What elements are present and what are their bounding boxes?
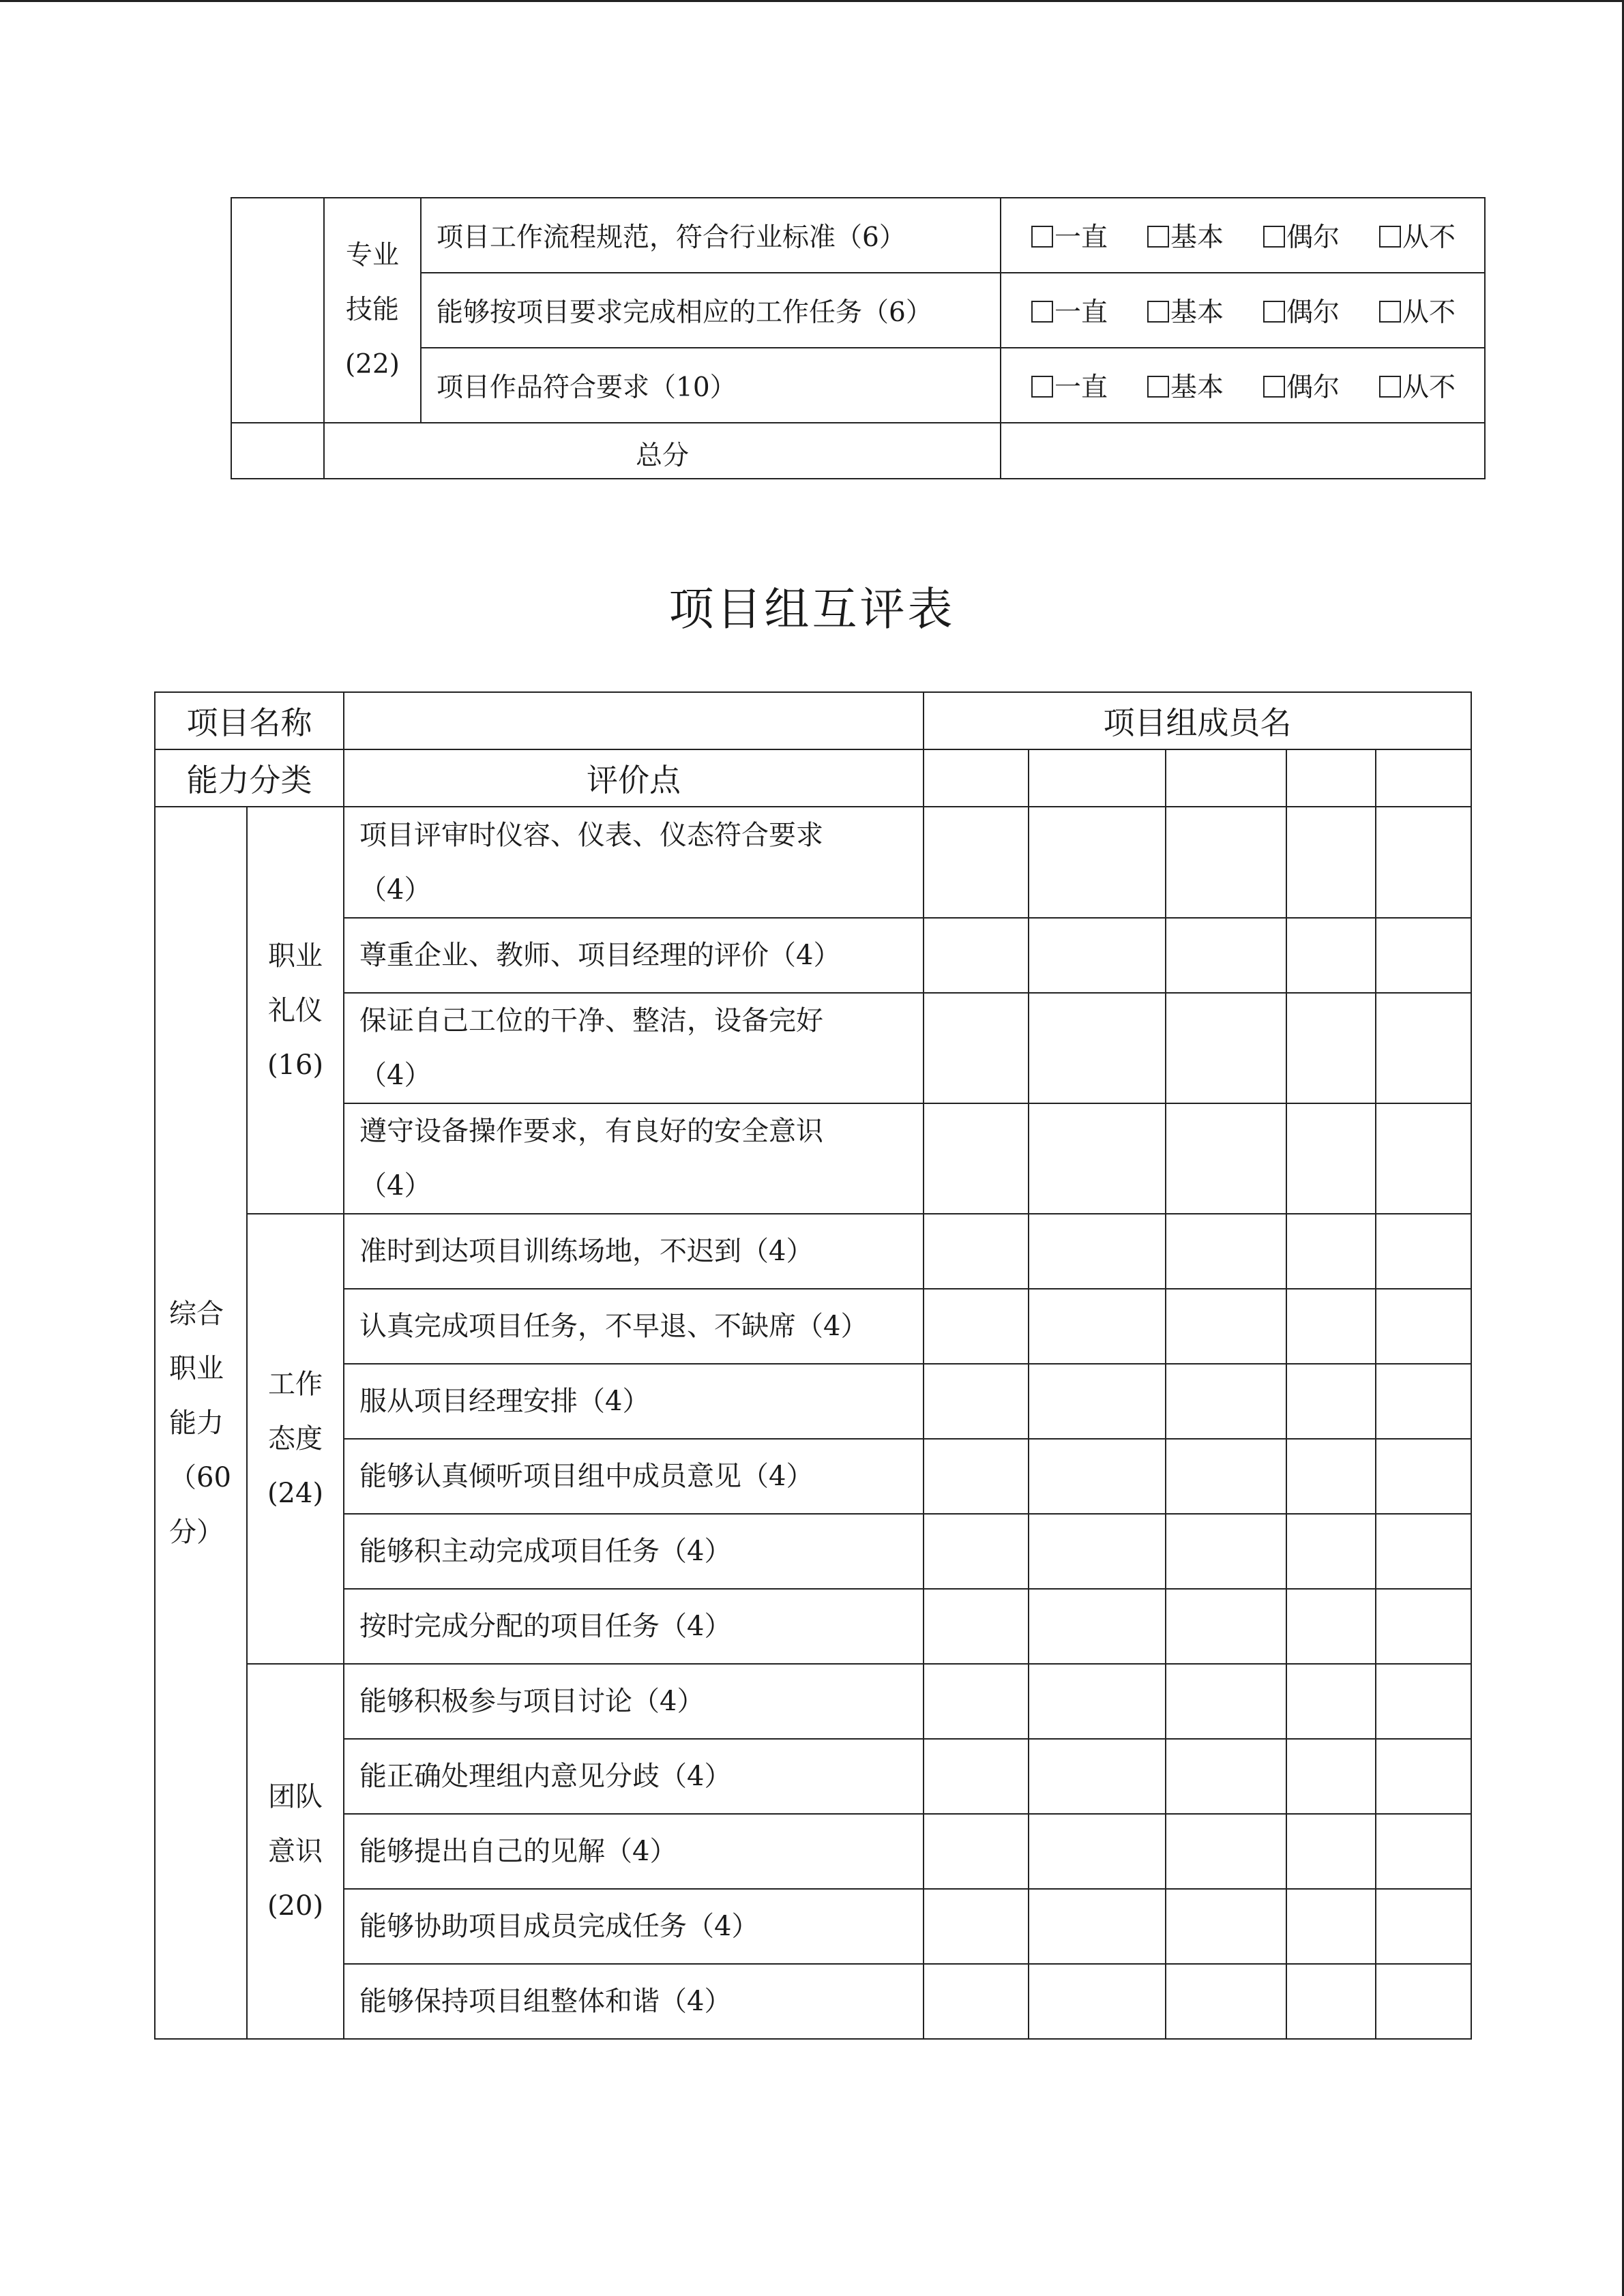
score-cell[interactable] (1376, 1514, 1471, 1589)
evaluation-item: 服从项目经理安排（4） (344, 1364, 924, 1439)
table-row (155, 807, 1471, 918)
option-occasionally-checkbox[interactable]: 偶尔 (1263, 366, 1340, 404)
score-cell[interactable] (1029, 993, 1166, 1103)
score-cell[interactable] (1029, 1664, 1166, 1739)
category-label-line: 分） (169, 1516, 224, 1548)
score-cell[interactable] (1376, 993, 1471, 1103)
score-cell[interactable] (1376, 1214, 1471, 1289)
score-cell[interactable] (1029, 1214, 1166, 1289)
table-row (155, 918, 1471, 993)
group-label-line: (24) (267, 1478, 324, 1509)
score-cell[interactable] (1286, 1814, 1376, 1889)
score-cell[interactable] (1376, 1103, 1471, 1214)
checkbox-icon (1263, 376, 1285, 398)
score-cell[interactable] (1286, 807, 1376, 918)
evaluation-item: 认真完成项目任务，不早退、不缺席（4） (344, 1289, 924, 1364)
category-label-line: 综合 (169, 1298, 224, 1330)
checkbox-icon (1147, 226, 1169, 248)
score-cell[interactable] (1029, 1364, 1166, 1439)
checkbox-icon (1147, 301, 1169, 323)
score-cell[interactable] (1376, 1739, 1471, 1814)
checkbox-icon (1031, 376, 1053, 398)
checkbox-icon (1379, 376, 1401, 398)
item-text: 项目工作流程规范，符合行业标准（6） (421, 198, 1001, 273)
member-name-field[interactable] (1166, 749, 1286, 807)
score-cell[interactable] (1376, 1289, 1471, 1364)
score-cell[interactable] (1166, 1103, 1286, 1214)
score-cell[interactable] (1029, 1889, 1166, 1964)
score-cell[interactable] (924, 1214, 1029, 1289)
group-label-line: 工作 (268, 1369, 323, 1400)
score-cell[interactable] (924, 1889, 1029, 1964)
project-name-label: 项目名称 (155, 692, 344, 749)
table-row (155, 1289, 1471, 1364)
score-cell[interactable] (1376, 807, 1471, 918)
table-row (155, 1889, 1471, 1964)
skills-evaluation-table (231, 197, 1486, 479)
score-cell[interactable] (1166, 1889, 1286, 1964)
score-cell[interactable] (1166, 1439, 1286, 1514)
score-cell[interactable] (1286, 1964, 1376, 2039)
score-cell[interactable] (1376, 918, 1471, 993)
score-cell[interactable] (1286, 993, 1376, 1103)
option-occasionally-checkbox[interactable]: 偶尔 (1263, 291, 1340, 329)
peer-review-table (154, 691, 1472, 2040)
score-cell[interactable] (1376, 1439, 1471, 1514)
main-category-comprehensive-ability (155, 807, 247, 2039)
group-team-awareness (247, 1664, 344, 2039)
score-cell[interactable] (1029, 918, 1166, 993)
evaluation-item: 准时到达项目训练场地，不迟到（4） (344, 1214, 924, 1289)
members-label: 项目组成员名 (924, 692, 1471, 749)
option-never-checkbox[interactable]: 从不 (1379, 291, 1456, 329)
group-work-attitude (247, 1214, 344, 1664)
score-cell[interactable] (1166, 1589, 1286, 1664)
score-cell[interactable] (1166, 1514, 1286, 1589)
table-row (155, 1664, 1471, 1739)
score-cell[interactable] (1286, 918, 1376, 993)
score-cell[interactable] (924, 1439, 1029, 1514)
score-cell[interactable] (1286, 1664, 1376, 1739)
evaluation-item: 能够积主动完成项目任务（4） (344, 1514, 924, 1589)
category-label-line: 职业 (169, 1352, 224, 1384)
score-cell[interactable] (1166, 1364, 1286, 1439)
checkbox-icon (1031, 226, 1053, 248)
category-label-line: 技能 (345, 295, 399, 325)
checkbox-icon (1147, 376, 1169, 398)
ability-category-label: 能力分类 (155, 749, 344, 807)
item-text: 能够按项目要求完成相应的工作任务（6） (421, 273, 1001, 348)
member-name-field[interactable] (1029, 749, 1166, 807)
score-cell[interactable] (1029, 1289, 1166, 1364)
table-row (155, 1364, 1471, 1439)
checkbox-icon (1031, 301, 1053, 323)
evaluation-item: 能够提出自己的见解（4） (344, 1814, 924, 1889)
score-cell[interactable] (924, 1289, 1029, 1364)
score-cell[interactable] (1286, 1739, 1376, 1814)
checkbox-icon (1379, 301, 1401, 323)
option-basically-checkbox[interactable]: 基本 (1147, 216, 1224, 254)
table-row (155, 1439, 1471, 1514)
score-cell[interactable] (1166, 807, 1286, 918)
total-label: 总分 (324, 423, 1001, 479)
score-cell[interactable] (1286, 1439, 1376, 1514)
table-row (231, 198, 1485, 273)
score-cell[interactable] (1286, 1214, 1376, 1289)
score-cell[interactable] (1286, 1364, 1376, 1439)
total-row (231, 423, 1485, 479)
header-row (155, 749, 1471, 807)
score-cell[interactable] (1166, 1814, 1286, 1889)
score-cell[interactable] (1166, 1289, 1286, 1364)
category-professional-skills (324, 198, 421, 423)
evaluation-item: 保证自己工位的干净、整洁，设备完好 （4） (344, 993, 924, 1103)
header-row (155, 692, 1471, 749)
evaluation-item: 尊重企业、教师、项目经理的评价（4） (344, 918, 924, 993)
score-cell[interactable] (924, 807, 1029, 918)
score-cell[interactable] (924, 1364, 1029, 1439)
category-label-line: （60 (169, 1461, 231, 1493)
group-label-line: (20) (267, 1890, 324, 1922)
score-cell[interactable] (924, 993, 1029, 1103)
group-label-line: 意识 (268, 1836, 323, 1867)
blank-cell (231, 423, 324, 479)
score-cell[interactable] (924, 1514, 1029, 1589)
score-cell[interactable] (1166, 1739, 1286, 1814)
score-cell[interactable] (1166, 918, 1286, 993)
group-label-line: 团队 (268, 1781, 323, 1813)
option-basically-checkbox[interactable]: 基本 (1147, 366, 1224, 404)
score-cell[interactable] (1029, 1589, 1166, 1664)
table-row (155, 1214, 1471, 1289)
project-name-field[interactable] (344, 692, 924, 749)
blank-category-cell (231, 198, 324, 423)
score-cell[interactable] (924, 1664, 1029, 1739)
checkbox-icon (1263, 226, 1285, 248)
score-cell[interactable] (1376, 1589, 1471, 1664)
evaluation-item: 能够积极参与项目讨论（4） (344, 1664, 924, 1739)
group-label-line: 职业 (268, 940, 323, 972)
table-row (155, 1814, 1471, 1889)
evaluation-item: 能够协助项目成员完成任务（4） (344, 1889, 924, 1964)
option-never-checkbox[interactable]: 从不 (1379, 366, 1456, 404)
member-name-field[interactable] (1286, 749, 1376, 807)
score-cell[interactable] (924, 1739, 1029, 1814)
score-cell[interactable] (1029, 1514, 1166, 1589)
score-cell[interactable] (924, 1589, 1029, 1664)
option-always-checkbox[interactable]: 一直 (1031, 366, 1108, 404)
score-cell[interactable] (1029, 1739, 1166, 1814)
group-professional-etiquette (247, 807, 344, 1214)
page-title: 项目组互评表 (668, 583, 956, 636)
evaluation-point-label: 评价点 (344, 749, 924, 807)
option-never-checkbox[interactable]: 从不 (1379, 216, 1456, 254)
evaluation-item: 能正确处理组内意见分歧（4） (344, 1739, 924, 1814)
table-row (155, 1103, 1471, 1214)
score-cell[interactable] (1376, 1664, 1471, 1739)
table-row (155, 1739, 1471, 1814)
score-cell[interactable] (1029, 1103, 1166, 1214)
category-label-line: (22) (344, 349, 400, 380)
score-cell[interactable] (924, 1103, 1029, 1214)
option-occasionally-checkbox[interactable]: 偶尔 (1263, 216, 1340, 254)
score-cell[interactable] (1029, 1814, 1166, 1889)
table-row (155, 993, 1471, 1103)
group-label-line: (16) (267, 1049, 324, 1081)
group-label-line: 态度 (268, 1423, 323, 1455)
option-always-checkbox[interactable]: 一直 (1031, 216, 1108, 254)
member-name-field[interactable] (1376, 749, 1471, 807)
option-basically-checkbox[interactable]: 基本 (1147, 291, 1224, 329)
table-row (155, 1964, 1471, 2039)
item-text: 项目作品符合要求（10） (421, 348, 1001, 423)
evaluation-item: 项目评审时仪容、仪表、仪态符合要求 （4） (344, 807, 924, 918)
score-cell[interactable] (924, 1964, 1029, 2039)
score-cell[interactable] (1166, 1214, 1286, 1289)
checkbox-icon (1379, 226, 1401, 248)
table-row (155, 1514, 1471, 1589)
frequency-options (1001, 198, 1485, 273)
score-cell[interactable] (1376, 1964, 1471, 2039)
score-cell[interactable] (1166, 993, 1286, 1103)
total-score-cell[interactable] (1001, 423, 1485, 479)
score-cell[interactable] (1376, 1889, 1471, 1964)
score-cell[interactable] (1029, 807, 1166, 918)
option-always-checkbox[interactable]: 一直 (1031, 291, 1108, 329)
score-cell[interactable] (1029, 1964, 1166, 2039)
frequency-options (1001, 348, 1485, 423)
evaluation-item: 按时完成分配的项目任务（4） (344, 1589, 924, 1664)
score-cell[interactable] (1166, 1664, 1286, 1739)
group-label-line: 礼仪 (268, 994, 323, 1026)
score-cell[interactable] (1166, 1964, 1286, 2039)
evaluation-item: 能够认真倾听项目组中成员意见（4） (344, 1439, 924, 1514)
member-name-field[interactable] (924, 749, 1029, 807)
score-cell[interactable] (1286, 1589, 1376, 1664)
evaluation-item: 遵守设备操作要求，有良好的安全意识 （4） (344, 1103, 924, 1214)
checkbox-icon (1263, 301, 1285, 323)
page-top-border (0, 0, 1624, 2)
score-cell[interactable] (924, 918, 1029, 993)
score-cell[interactable] (1286, 1289, 1376, 1364)
score-cell[interactable] (924, 1814, 1029, 1889)
score-cell[interactable] (1376, 1364, 1471, 1439)
score-cell[interactable] (1286, 1889, 1376, 1964)
score-cell[interactable] (1286, 1514, 1376, 1589)
score-cell[interactable] (1376, 1814, 1471, 1889)
frequency-options (1001, 273, 1485, 348)
evaluation-item: 能够保持项目组整体和谐（4） (344, 1964, 924, 2039)
table-row (155, 1589, 1471, 1664)
category-label-line: 能力 (169, 1407, 224, 1439)
category-label-line: 专业 (345, 240, 399, 271)
score-cell[interactable] (1286, 1103, 1376, 1214)
score-cell[interactable] (1029, 1439, 1166, 1514)
